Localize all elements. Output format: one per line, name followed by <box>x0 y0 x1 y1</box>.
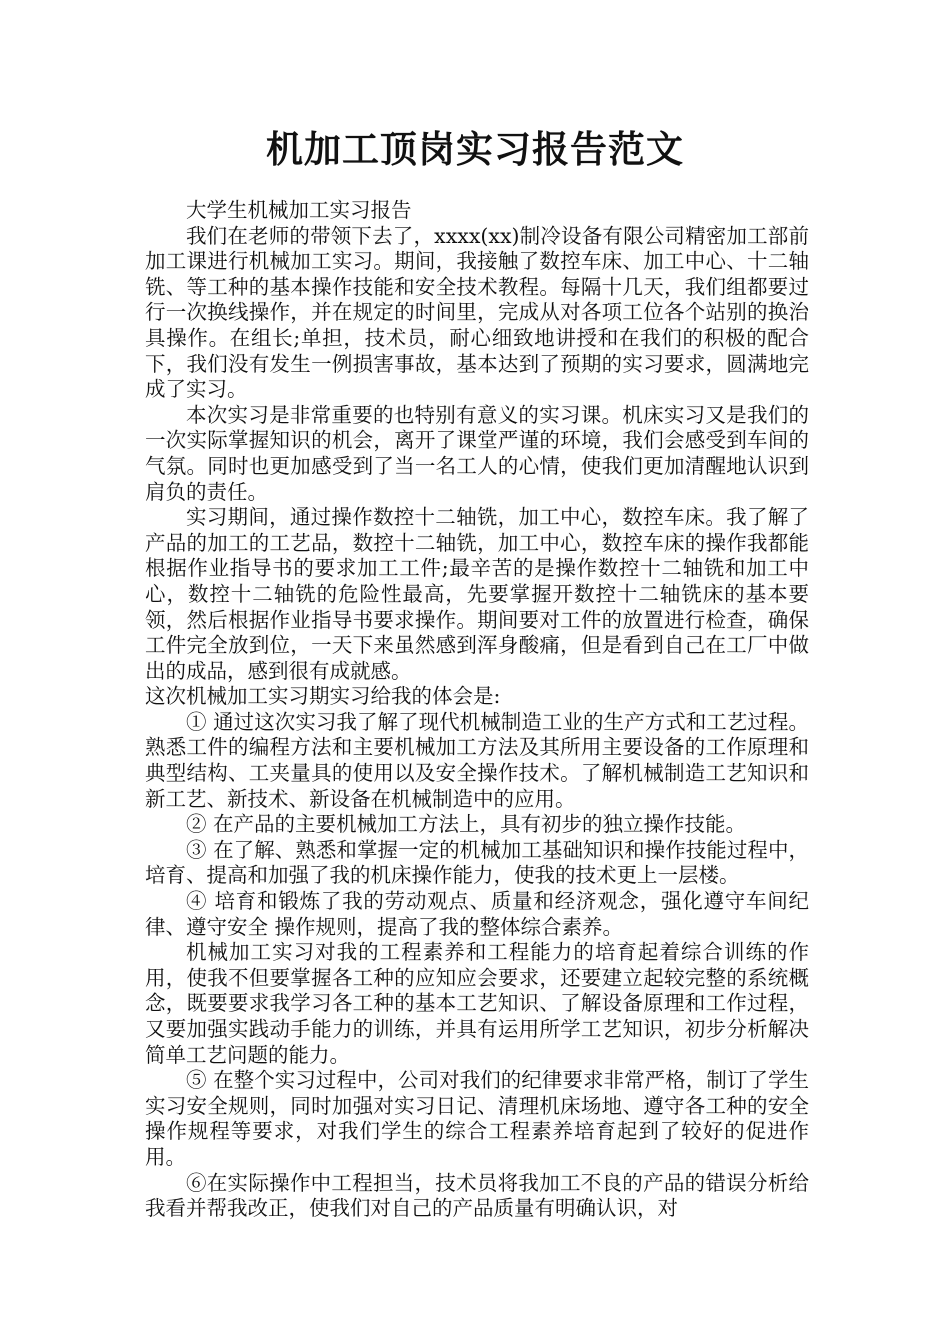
paragraph-intro: 我们在老师的带领下去了，xxxx(xx)制冷设备有限公司精密加工部前加工课进行机械加工实习。期间，我接触了数控车床、加工中心、十二轴铣、等工种的基本操作技能和安全技术教程。每隔十几天，我们组都要过行一次换线操作，并在规定的时间里，完成从对各项工位各个站别的换治具操作。在组长;单担，技术员，耐心细致地讲授和在我们的积极的配合下，我们没有发生一例损害事故，基本达到了预期的实习要求，圆满地完成了实习。 <box>145 223 809 402</box>
paragraph-internship-period: 实习期间，通过操作数控十二轴铣，加工中心，数控车床。我了解了产品的加工的工艺品，数控十二轴铣，加工中心，数控车床的操作我都能根据作业指导书的要求加工工件;最辛苦的是操作数控十二轴铣和加工中心，数控十二轴铣的危险性最高，先要掌握开数控十二轴铣床的基本要领，然后根据作业指导书要求操作。期间要对工件的放置进行检查，确保工件完全放到位，一天下来虽然感到浑身酸痛，但是看到自己在工厂中做出的成品，感到很有成就感。 <box>145 505 809 683</box>
paragraph-point-4: ④ 培育和锻炼了我的劳动观点、质量和经济观念，强化遵守车间纪律、遵守安全 操作规则，提高了我的整体综合素养。 <box>145 889 809 939</box>
paragraph-subtitle: 大学生机械加工实习报告 <box>186 198 412 222</box>
paragraph-point-1: ① 通过这次实习我了解了现代机械制造工业的生产方式和工艺过程。熟悉工件的编程方法和主要机械加工方法及其所用主要设备的工作原理和典型结构、工夹量具的使用以及安全操作技术。了解机械制造工艺知识和新工艺、新技术、新设备在机械制造中的应用。 <box>145 709 809 811</box>
paragraph-point-3: ③ 在了解、熟悉和掌握一定的机械加工基础知识和操作技能过程中，培育、提高和加强了我的机床操作能力，使我的技术更上一层楼。 <box>145 837 809 888</box>
paragraph-experience-lead: 这次机械加工实习期实习给我的体会是: <box>145 684 501 709</box>
document-title: 机加工顶岗实习报告范文 <box>266 128 684 171</box>
paragraph-point-6: ⑥在实际操作中工程担当，技术员将我加工不良的产品的错误分析给我看并帮我改正，使我们对自己的产品质量有明确认识，对 <box>145 1170 809 1221</box>
paragraph-importance: 本次实习是非常重要的也特别有意义的实习课。机床实习又是我们的一次实际掌握知识的机会，离开了课堂严谨的环境，我们会感受到车间的气氛。同时也更加感受到了当一名工人的心情，使我们更加清醒地认识到肩负的责任。 <box>145 402 809 504</box>
document-body <box>145 198 809 1222</box>
paragraph-engineering: 机械加工实习对我的工程素养和工程能力的培育起着综合训练的作用，使我不但要掌握各工种的应知应会要求，还要建立起较完整的系统概念，既要要求我学习各工种的基本工艺知识、了解设备原理和工作过程，又要加强实践动手能力的训练，并具有运用所学工艺知识，初步分析解决简单工艺问题的能力。 <box>145 940 809 1067</box>
paragraph-point-2: ② 在产品的主要机械加工方法上，具有初步的独立操作技能。 <box>186 812 747 837</box>
paragraph-point-5: ⑤ 在整个实习过程中，公司对我们的纪律要求非常严格，制订了学生实习安全规则，同时加强对实习日记、清理机床场地、遵守各工种的安全操作规程等要求，对我们学生的综合工程素养培育起到了较好的促进作用。 <box>145 1068 809 1169</box>
